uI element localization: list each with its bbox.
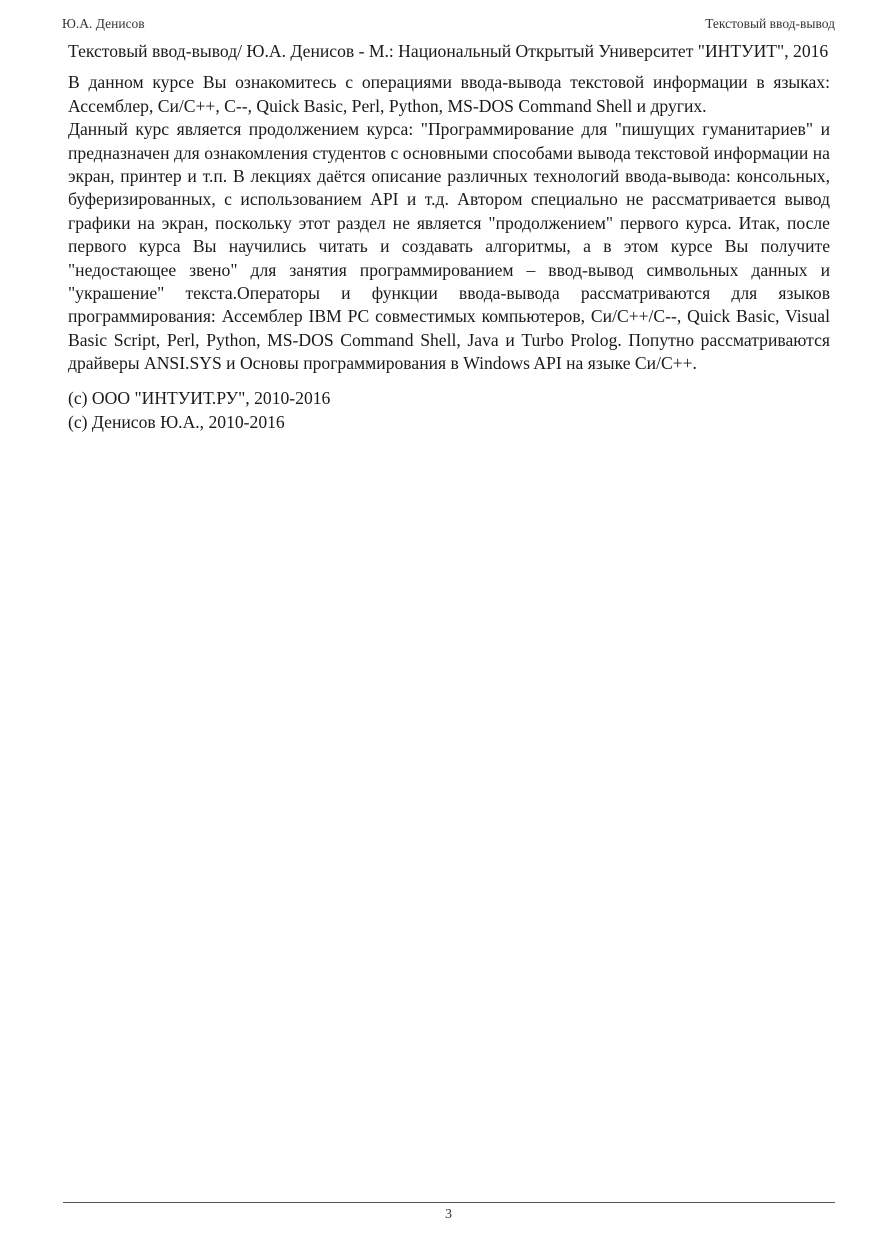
header-course-title: Текстовый ввод-вывод: [705, 16, 835, 31]
running-header: [62, 16, 835, 36]
copyright-block: [68, 386, 830, 435]
footer-divider: [63, 1202, 835, 1203]
page-number: 3: [445, 1207, 452, 1222]
page-content: [68, 40, 830, 435]
header-author: Ю.А. Денисов: [62, 16, 145, 31]
course-annotation: В данном курсе Вы ознакомитесь с операциями ввода-вывода текстовой информации в языках: Ассемблер, Си/С++, С--, Quick Basic, Perl, Python, MS-DOS Command Shell и других.: [68, 72, 830, 116]
copyright-publisher: (c) ООО "ИНТУИТ.РУ", 2010-2016: [68, 387, 331, 408]
bibliographic-citation: Текстовый ввод-вывод/ Ю.А. Денисов - М.: Национальный Открытый Университет "ИНТУИТ", 2016: [68, 41, 829, 61]
copyright-author: (c) Денисов Ю.А., 2010-2016: [68, 412, 285, 433]
course-description: Данный курс является продолжением курса: "Программирование для "пишущих гуманитариев" и предназначен для ознакомления студентов с основными способами вывода текстовой информации на экран, принтер и т.п. В лекциях даётся описание различных технологий ввода-вывода: консольных, буферизированных, с использованием API и т.д. Автором специально не рассматривается вывод графики на экран, поскольку этот раздел не является "продолжением" первого курса. Итак, после первого курса Вы научились читать и создавать алгоритмы, а в этом курсе Вы получите "недостающее звено" для занятия программированием – ввод-вывод символьных данных и "украшение" текста.Операторы и функции ввода-вывода рассматриваются для языков программирования: Ассемблер IBM PC совместимых компьютеров, Си/С++/С--, Quick Basic, Visual Basic Script, Perl, Python, MS-DOS Command Shell, Java и Turbo Prolog. Попутно рассматриваются драйверы ANSI.SYS и Основы программирования в Windows API на языке Си/С++.: [68, 119, 830, 374]
